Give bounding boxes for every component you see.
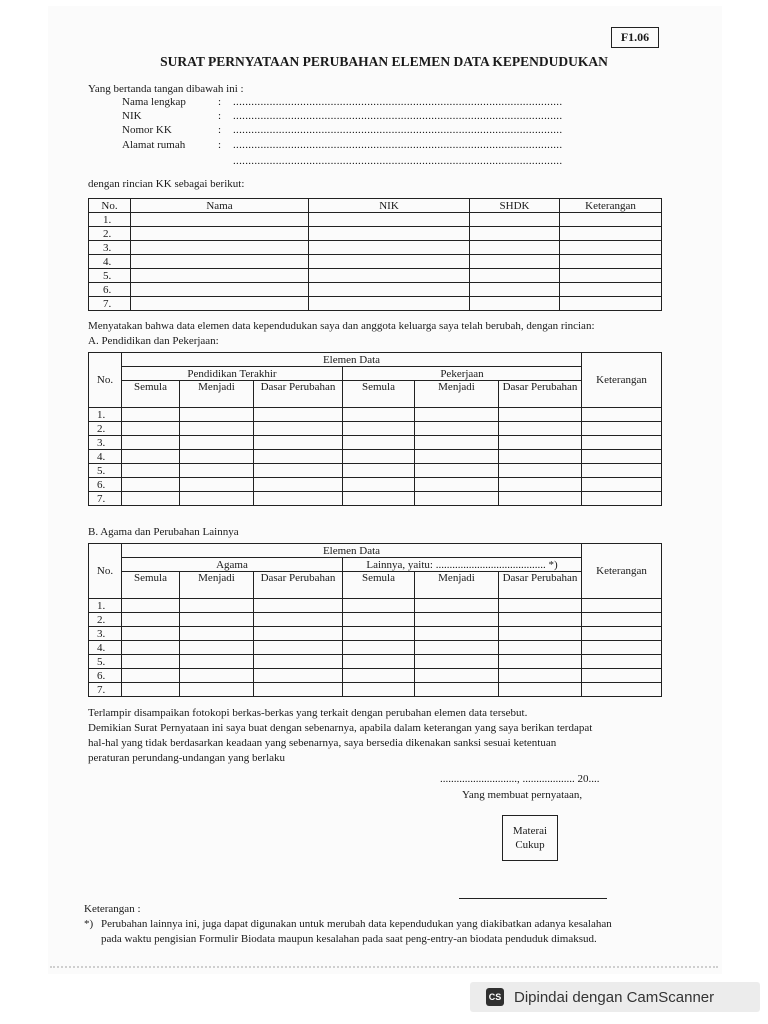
table-cell[interactable] [309, 297, 470, 311]
table-cell[interactable] [470, 227, 560, 241]
table-cell[interactable] [470, 241, 560, 255]
table-cell[interactable] [582, 422, 662, 436]
table-cell[interactable] [343, 422, 415, 436]
row-number: 7. [89, 683, 122, 697]
sub-header: Dasar Perubahan [499, 572, 582, 599]
no-header: No. [89, 353, 122, 408]
table-cell[interactable] [254, 422, 343, 436]
table-cell[interactable] [582, 436, 662, 450]
table-cell[interactable] [122, 669, 180, 683]
table-cell[interactable] [122, 613, 180, 627]
keterangan-header: Keterangan [582, 544, 662, 599]
table-cell[interactable] [309, 255, 470, 269]
row-number: 3. [89, 436, 122, 450]
note-line-2: pada waktu pengisian Formulir Biodata maupun kesalahan pada saat peng-entry-an biodata penduduk dimaksud. [101, 933, 597, 945]
table-cell[interactable] [499, 422, 582, 436]
closing-line-3: hal-hal yang tidak berdasarkan keadaan yang sebenarnya, saya bersedia dikenakan sanksi sesuai ketentuan [88, 737, 557, 749]
table-cell[interactable] [343, 669, 415, 683]
sub-header: Dasar Perubahan [499, 381, 582, 408]
field-input-nomor-kk[interactable]: ............................................................................................................ [233, 124, 563, 136]
table-cell[interactable] [582, 641, 662, 655]
table-cell[interactable] [122, 464, 180, 478]
table-cell[interactable] [499, 627, 582, 641]
field-label-nama: Nama lengkap [122, 96, 186, 108]
statement-text: Menyatakan bahwa data elemen data kependudukan saya dan anggota keluarga saya telah berubah, dengan rincian: [88, 320, 595, 332]
intro-text: Yang bertanda tangan dibawah ini : [88, 83, 244, 95]
table-cell[interactable] [122, 436, 180, 450]
table-cell[interactable] [560, 213, 662, 227]
table-cell[interactable] [560, 269, 662, 283]
kk-table-header [89, 199, 662, 213]
table-cell[interactable] [415, 627, 499, 641]
table-cell[interactable] [560, 227, 662, 241]
header-cell: Keterangan [560, 199, 662, 213]
table-cell[interactable] [582, 613, 662, 627]
table-cell[interactable] [582, 492, 662, 506]
table-cell[interactable] [470, 297, 560, 311]
elemen-data-header: Elemen Data [122, 353, 582, 367]
table-cell[interactable] [560, 297, 662, 311]
table-cell[interactable] [343, 492, 415, 506]
table-cell[interactable] [254, 450, 343, 464]
table-cell[interactable] [415, 683, 499, 697]
table-row [89, 655, 662, 669]
header-cell: SHDK [470, 199, 560, 213]
sub-header: Semula [343, 572, 415, 599]
table-cell[interactable] [470, 269, 560, 283]
group-header-agama: Agama [122, 558, 343, 572]
table-row [89, 613, 662, 627]
table-cell[interactable] [415, 422, 499, 436]
elemen-data-header: Elemen Data [122, 544, 582, 558]
stamp-line-2: Cukup [515, 839, 545, 851]
table-row [89, 492, 662, 506]
table-row [89, 599, 662, 613]
table-cell[interactable] [415, 464, 499, 478]
table-cell[interactable] [560, 283, 662, 297]
table-cell[interactable] [343, 450, 415, 464]
table-cell[interactable] [180, 627, 254, 641]
table-cell[interactable] [122, 641, 180, 655]
header-cell: No. [89, 199, 131, 213]
row-number: 6. [89, 283, 131, 297]
row-number: 4. [89, 641, 122, 655]
signer-label: Yang membuat pernyataan, [462, 789, 583, 801]
field-input-alamat-line2[interactable]: ............................................................................................................ [233, 155, 563, 167]
field-input-alamat[interactable]: ............................................................................................................ [233, 139, 563, 151]
table-row [89, 213, 662, 227]
table-cell[interactable] [180, 422, 254, 436]
table-cell[interactable] [131, 283, 309, 297]
table-cell[interactable] [254, 478, 343, 492]
table-row [89, 297, 662, 311]
row-number: 3. [89, 241, 131, 255]
note-mark: *) [84, 918, 94, 930]
table-cell[interactable] [254, 613, 343, 627]
table-cell[interactable] [343, 655, 415, 669]
table-row [89, 450, 662, 464]
table-row [89, 627, 662, 641]
table-cell[interactable] [499, 478, 582, 492]
table-cell[interactable] [180, 613, 254, 627]
table-cell[interactable] [254, 464, 343, 478]
table-cell[interactable] [122, 492, 180, 506]
field-label-nomor-kk: Nomor KK [122, 124, 172, 136]
table-cell[interactable] [470, 283, 560, 297]
table-row [89, 422, 662, 436]
closing-line-4: peraturan perundang-undangan yang berlaku [88, 752, 286, 764]
group-header-pekerjaan: Pekerjaan [343, 367, 582, 381]
sub-header: Semula [343, 381, 415, 408]
row-number: 2. [89, 422, 122, 436]
table-cell[interactable] [343, 436, 415, 450]
stamp-line-1: Materai [512, 825, 548, 837]
row-number: 5. [89, 655, 122, 669]
table-row [89, 464, 662, 478]
closing-line-1: Terlampir disampaikan fotokopi berkas-berkas yang terkait dengan perubahan elemen data tersebut. [88, 707, 528, 719]
table-row [89, 641, 662, 655]
row-number: 1. [89, 408, 122, 422]
table-cell[interactable] [582, 408, 662, 422]
field-input-nik[interactable]: ............................................................................................................ [233, 110, 563, 122]
table-cell[interactable] [254, 669, 343, 683]
table-cell[interactable] [343, 613, 415, 627]
table-cell[interactable] [499, 408, 582, 422]
keterangan-header: Keterangan [582, 353, 662, 408]
field-colon: : [218, 139, 222, 151]
row-number: 5. [89, 269, 131, 283]
place-date[interactable]: ............................, ................... 20.... [440, 773, 600, 785]
form-title: SURAT PERNYATAAN PERUBAHAN ELEMEN DATA KEPENDUDUKAN [160, 54, 608, 69]
row-number: 1. [89, 213, 131, 227]
field-colon: : [218, 124, 222, 136]
table-cell[interactable] [309, 241, 470, 255]
table-cell[interactable] [582, 627, 662, 641]
row-number: 4. [89, 450, 122, 464]
no-header: No. [89, 544, 122, 599]
field-input-nama[interactable]: ............................................................................................................ [233, 96, 563, 108]
row-number: 7. [89, 297, 131, 311]
table-row [89, 669, 662, 683]
table-cell[interactable] [415, 492, 499, 506]
table-row [89, 436, 662, 450]
kk-caption: dengan rincian KK sebagai berikut: [88, 178, 245, 190]
table-cell[interactable] [499, 492, 582, 506]
table-row [89, 227, 662, 241]
table-cell[interactable] [122, 408, 180, 422]
table-cell[interactable] [499, 599, 582, 613]
row-number: 2. [89, 613, 122, 627]
table-cell[interactable] [122, 599, 180, 613]
table-cell[interactable] [343, 478, 415, 492]
table-cell[interactable] [122, 683, 180, 697]
table-cell[interactable] [415, 436, 499, 450]
table-cell[interactable] [131, 213, 309, 227]
paper-edge-dots [50, 966, 718, 973]
table-row [89, 408, 662, 422]
table-row [89, 269, 662, 283]
table-cell[interactable] [582, 683, 662, 697]
table-cell[interactable] [180, 492, 254, 506]
table-cell[interactable] [499, 450, 582, 464]
table-cell[interactable] [180, 464, 254, 478]
section-a-title: A. Pendidikan dan Pekerjaan: [88, 335, 219, 347]
table-cell[interactable] [309, 227, 470, 241]
table-cell[interactable] [180, 450, 254, 464]
sub-header: Semula [122, 381, 180, 408]
table-cell[interactable] [122, 478, 180, 492]
table-cell[interactable] [582, 599, 662, 613]
table-cell[interactable] [180, 655, 254, 669]
row-number: 6. [89, 478, 122, 492]
table-cell[interactable] [582, 669, 662, 683]
table-cell[interactable] [131, 255, 309, 269]
row-number: 1. [89, 599, 122, 613]
table-cell[interactable] [122, 627, 180, 641]
table-cell[interactable] [499, 613, 582, 627]
header-cell: Nama [131, 199, 309, 213]
section-b-title: B. Agama dan Perubahan Lainnya [88, 526, 239, 538]
table-cell[interactable] [122, 450, 180, 464]
sub-header: Menjadi [180, 381, 254, 408]
row-number: 7. [89, 492, 122, 506]
table-row [89, 478, 662, 492]
table-cell[interactable] [343, 641, 415, 655]
table-cell[interactable] [415, 478, 499, 492]
table-cell[interactable] [499, 669, 582, 683]
table-cell[interactable] [309, 213, 470, 227]
row-number: 5. [89, 464, 122, 478]
field-colon: : [218, 96, 222, 108]
table-cell[interactable] [254, 655, 343, 669]
row-number: 3. [89, 627, 122, 641]
camscanner-label: Dipindai dengan CamScanner [514, 988, 715, 1006]
table-cell[interactable] [254, 683, 343, 697]
row-number: 6. [89, 669, 122, 683]
table-cell[interactable] [180, 436, 254, 450]
table-cell[interactable] [131, 227, 309, 241]
table-cell[interactable] [582, 655, 662, 669]
kk-table [88, 198, 662, 311]
table-cell[interactable] [415, 408, 499, 422]
section-b-table [88, 543, 662, 697]
table-cell[interactable] [254, 599, 343, 613]
table-cell[interactable] [180, 683, 254, 697]
table-cell[interactable] [131, 297, 309, 311]
table-cell[interactable] [582, 464, 662, 478]
table-cell[interactable] [415, 613, 499, 627]
table-cell[interactable] [415, 641, 499, 655]
table-cell[interactable] [309, 283, 470, 297]
signature-line[interactable] [459, 898, 607, 899]
row-number: 4. [89, 255, 131, 269]
table-cell[interactable] [343, 599, 415, 613]
table-cell[interactable] [499, 641, 582, 655]
table-cell[interactable] [254, 436, 343, 450]
closing-line-2: Demikian Surat Pernyataan ini saya buat dengan sebenarnya, apabila dalam keterangan yang saya berikan terdapat [88, 722, 593, 734]
table-cell[interactable] [343, 683, 415, 697]
table-cell[interactable] [254, 627, 343, 641]
table-cell[interactable] [254, 492, 343, 506]
sub-header: Dasar Perubahan [254, 572, 343, 599]
table-cell[interactable] [254, 408, 343, 422]
table-cell[interactable] [470, 213, 560, 227]
table-cell[interactable] [499, 436, 582, 450]
table-cell[interactable] [560, 255, 662, 269]
table-cell[interactable] [122, 655, 180, 669]
table-row [89, 683, 662, 697]
sub-header: Menjadi [415, 572, 499, 599]
stamp-box [502, 815, 558, 861]
table-cell[interactable] [131, 241, 309, 255]
group-header-lainnya: Lainnya, yaitu: ........................................ *) [343, 558, 582, 572]
form-code-box: F1.06 [611, 27, 659, 48]
table-cell[interactable] [499, 655, 582, 669]
table-cell[interactable] [180, 599, 254, 613]
sub-header: Menjadi [180, 572, 254, 599]
sub-header: Semula [122, 572, 180, 599]
table-cell[interactable] [180, 641, 254, 655]
table-cell[interactable] [470, 255, 560, 269]
table-cell[interactable] [415, 669, 499, 683]
note-line-1: Perubahan lainnya ini, juga dapat digunakan untuk merubah data kependudukan yang diakibatkan adanya kesalahan [101, 918, 612, 930]
table-cell[interactable] [582, 450, 662, 464]
table-cell[interactable] [499, 464, 582, 478]
table-cell[interactable] [122, 422, 180, 436]
sub-header: Menjadi [415, 381, 499, 408]
section-a-table [88, 352, 662, 506]
table-cell[interactable] [499, 683, 582, 697]
table-cell[interactable] [131, 269, 309, 283]
table-cell[interactable] [582, 478, 662, 492]
table-row [89, 255, 662, 269]
camscanner-watermark [470, 982, 760, 1012]
table-cell[interactable] [180, 408, 254, 422]
group-header-pendidikan: Pendidikan Terakhir [122, 367, 343, 381]
sub-header: Dasar Perubahan [254, 381, 343, 408]
table-cell[interactable] [180, 478, 254, 492]
row-number: 2. [89, 227, 131, 241]
note-title: Keterangan : [84, 903, 141, 915]
table-cell[interactable] [254, 641, 343, 655]
table-cell[interactable] [180, 669, 254, 683]
table-cell[interactable] [343, 408, 415, 422]
field-label-alamat: Alamat rumah [122, 139, 186, 151]
table-cell[interactable] [415, 655, 499, 669]
table-cell[interactable] [343, 627, 415, 641]
header-cell: NIK [309, 199, 470, 213]
table-row [89, 283, 662, 297]
table-row [89, 241, 662, 255]
table-cell[interactable] [415, 599, 499, 613]
table-cell[interactable] [309, 269, 470, 283]
field-colon: : [218, 110, 222, 122]
field-label-nik: NIK [122, 110, 142, 122]
table-cell[interactable] [343, 464, 415, 478]
camscanner-logo-icon: CS [486, 988, 504, 1006]
table-cell[interactable] [415, 450, 499, 464]
table-cell[interactable] [560, 241, 662, 255]
